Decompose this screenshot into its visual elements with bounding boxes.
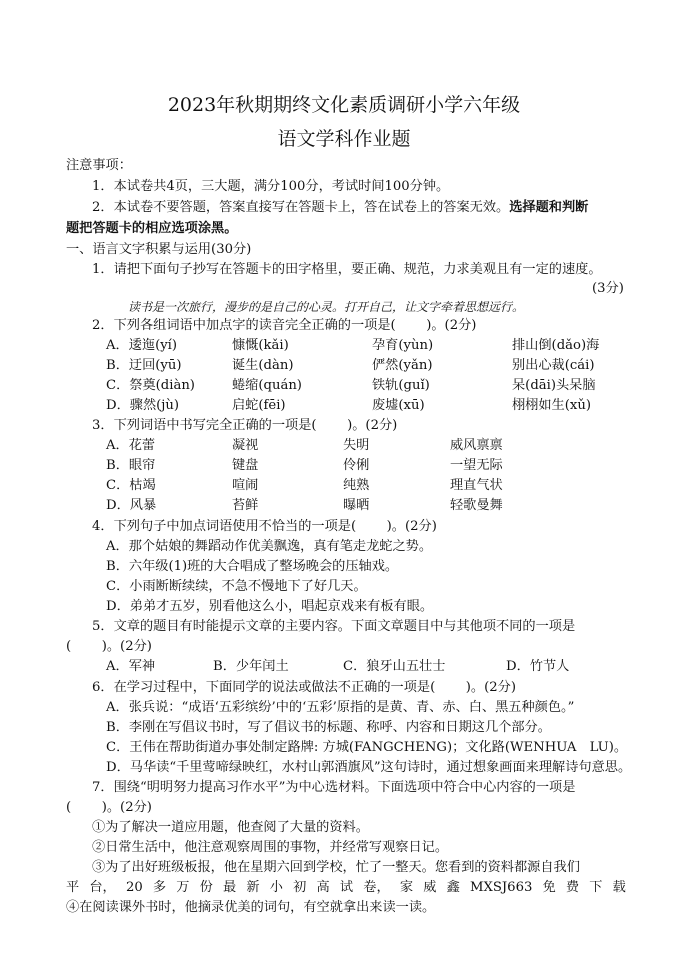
watermark-word: 试	[339, 880, 354, 895]
q3-option-c: C．枯竭	[106, 478, 156, 493]
watermark-word: 威	[423, 880, 437, 895]
q7-item-3: ③为了出好班级板报，他在星期六回到学校，忙了一整天。您看到的资料都源自我们	[92, 860, 580, 875]
q3-option-a-4: 威风禀禀	[450, 438, 503, 453]
q3-text: 3．下列词语中书写完全正确的一项是( )。(2分)	[92, 418, 398, 433]
note-2-bold: 选择题和判断	[509, 200, 589, 215]
q5-option-c: C．狼牙山五壮士	[343, 659, 446, 674]
q1-score: (3分)	[592, 281, 624, 296]
note-2-text: 2．本试卷不要答题，答案直接写在答题卡上，答在试卷上的答案无效。	[92, 200, 510, 215]
q4-text: 4．下列句子中加点词语使用不恰当的一项是( )。(2分)	[92, 519, 437, 534]
q2-option-b: B．迂回(yū)	[106, 358, 182, 373]
watermark-word: 高	[316, 880, 330, 895]
watermark-word: 家	[399, 880, 414, 895]
q6-text: 6．在学习过程中，下面同学的说法或做法不正确的一项是( )。(2分)	[92, 680, 516, 695]
watermark-word: 台，	[89, 880, 116, 895]
q2-option-c-3: 铁轨(guǐ)	[372, 378, 430, 393]
note-2	[92, 198, 588, 218]
q2-option-c: C．祭奠(diàn)	[106, 378, 195, 393]
watermark-word: 20	[125, 880, 143, 895]
q1-sentence: 读书是一次旅行，漫步的是自己的心灵。打开自己，让文字牵着思想远行。	[128, 300, 525, 314]
watermark-word: 多	[152, 880, 167, 895]
notes-heading: 注意事项：	[66, 158, 132, 173]
q5-text: 5．文章的题目有时能提示文章的主要内容。下面文章题目中与其他项不同的一项是	[92, 619, 576, 634]
watermark-word: 平	[66, 880, 80, 895]
q5-option-d: D．竹节人	[506, 659, 570, 674]
q3-option-c-2: 喧闹	[232, 478, 259, 493]
watermark-word: 免	[542, 880, 556, 895]
q7-text-continued: ( )。(2分)	[66, 800, 152, 815]
q6-option-a: A．张兵说：“成语‘五彩缤纷’中的‘五彩’原指的是黄、青、赤、白、黑五种颜色。”	[106, 700, 575, 715]
q2-option-b-4: 别出心裁(cái)	[512, 358, 595, 373]
q4-option-c: C．小雨断断续续，不急不慢地下了好几天。	[106, 579, 367, 594]
q2-option-a: A．逶迤(yí)	[106, 338, 178, 353]
q3-option-a-3: 失明	[343, 438, 370, 453]
exam-title: 2023年秋期期终文化素质调研小学六年级	[167, 94, 521, 116]
note-2-continued: 题把答题卡的相应选项涂黑。	[66, 221, 238, 236]
watermark-word: 卷，	[363, 880, 390, 895]
q3-option-b-4: 一望无际	[450, 458, 503, 473]
q2-option-a-3: 孕育(yùn)	[372, 338, 434, 353]
q1-text: 1．请把下面句子抄写在答题卡的田字格里，要正确、规范，力求美观且有一定的速度。	[92, 262, 602, 277]
watermark-word: 最	[223, 880, 237, 895]
q3-option-b-3: 伶俐	[343, 458, 370, 473]
q3-option-c-4: 理直气状	[450, 478, 503, 493]
q3-option-b-2: 键盘	[232, 458, 259, 473]
q6-option-b: B．李刚在写倡议书时，写了倡议书的标题、称呼、内容和日期这几个部分。	[106, 720, 551, 735]
q2-option-d-4: 栩栩如生(xǔ)	[512, 398, 591, 413]
q3-option-a: A．花蕾	[106, 438, 156, 453]
watermark-word: 万	[176, 880, 190, 895]
q2-text: 2．下列各组词语中加点字的读音完全正确的一项是( )。(2分)	[92, 318, 477, 333]
q7-item-1: ①为了解决一道应用题，他查阅了大量的资料。	[92, 820, 369, 835]
q6-option-d: D．马华读“千里莺啼绿映红，水村山郭酒旗风”这句诗时，通过想象画面来理解诗句意思。	[106, 760, 632, 775]
q2-option-b-3: 俨然(yǎn)	[372, 358, 433, 373]
q4-option-d: D．弟弟才五岁，别看他这么小，唱起京戏来有板有眼。	[106, 599, 434, 614]
q7-item-2: ②日常生活中，他注意观察周围的事物，并经常写观察日记。	[92, 840, 449, 855]
q2-option-b-2: 诞生(dàn)	[232, 358, 294, 373]
section-1-heading: 一、语言文字积累与运用(30分)	[66, 242, 252, 257]
watermark-word: 小	[269, 880, 283, 895]
q3-option-b: B．眼帘	[106, 458, 156, 473]
q5-option-b: B．少年闰土	[213, 659, 289, 674]
q5-text-continued: ( )。(2分)	[66, 639, 152, 654]
q3-option-d-4: 轻歌曼舞	[450, 498, 503, 513]
q6-option-c: C．王伟在帮助街道办事处制定路牌: 方城(FANGCHENG)；文化路(WENHUA LU)。	[106, 740, 628, 755]
q3-option-c-3: 纯熟	[343, 478, 370, 493]
q3-option-a-2: 凝视	[232, 438, 259, 453]
watermark-word: 费	[565, 880, 580, 895]
q2-option-c-4: 呆(dāi)头呆脑	[512, 378, 596, 393]
q4-option-a: A．那个姑娘的舞蹈动作优美飘逸，真有笔走龙蛇之势。	[106, 539, 433, 554]
q5-option-a: A．军神	[106, 659, 156, 674]
watermark-word: 鑫	[446, 880, 460, 895]
q2-option-d-3: 废墟(xū)	[372, 398, 425, 413]
q2-option-a-4: 排山倒(dǎo)海	[512, 338, 600, 353]
q2-option-a-2: 慷慨(kǎi)	[232, 338, 289, 353]
q2-option-c-2: 蜷缩(quán)	[232, 378, 302, 393]
watermark-word: 下	[589, 880, 603, 895]
watermark-word: MXSJ663	[469, 880, 533, 895]
q2-option-d: D．骤然(jù)	[106, 398, 180, 413]
watermark-word: 初	[293, 880, 307, 895]
q4-option-b: B．六年级(1)班的大合唱成了整场晚会的压轴戏。	[106, 559, 399, 574]
watermark-line	[66, 878, 626, 898]
q7-item-4: ④在阅读课外书时，他摘录优美的词句，有空就拿出来读一读。	[66, 900, 436, 915]
note-1: 1．本试卷共4页，三大题，满分100分，考试时间100分钟。	[92, 179, 450, 194]
q3-option-d: D．风暴	[106, 498, 157, 513]
exam-subtitle: 语文学科作业题	[277, 128, 411, 150]
q3-option-d-3: 曝晒	[343, 498, 370, 513]
watermark-word: 份	[199, 880, 213, 895]
q2-option-d-2: 启蛇(fēi)	[232, 398, 286, 413]
q3-option-d-2: 苔鲜	[232, 498, 259, 513]
watermark-word: 新	[246, 880, 260, 895]
q7-text: 7．围绕“明明努力提高习作水平”为中心选材料。下面选项中符合中心内容的一项是	[92, 780, 576, 795]
watermark-word: 载	[612, 880, 626, 895]
